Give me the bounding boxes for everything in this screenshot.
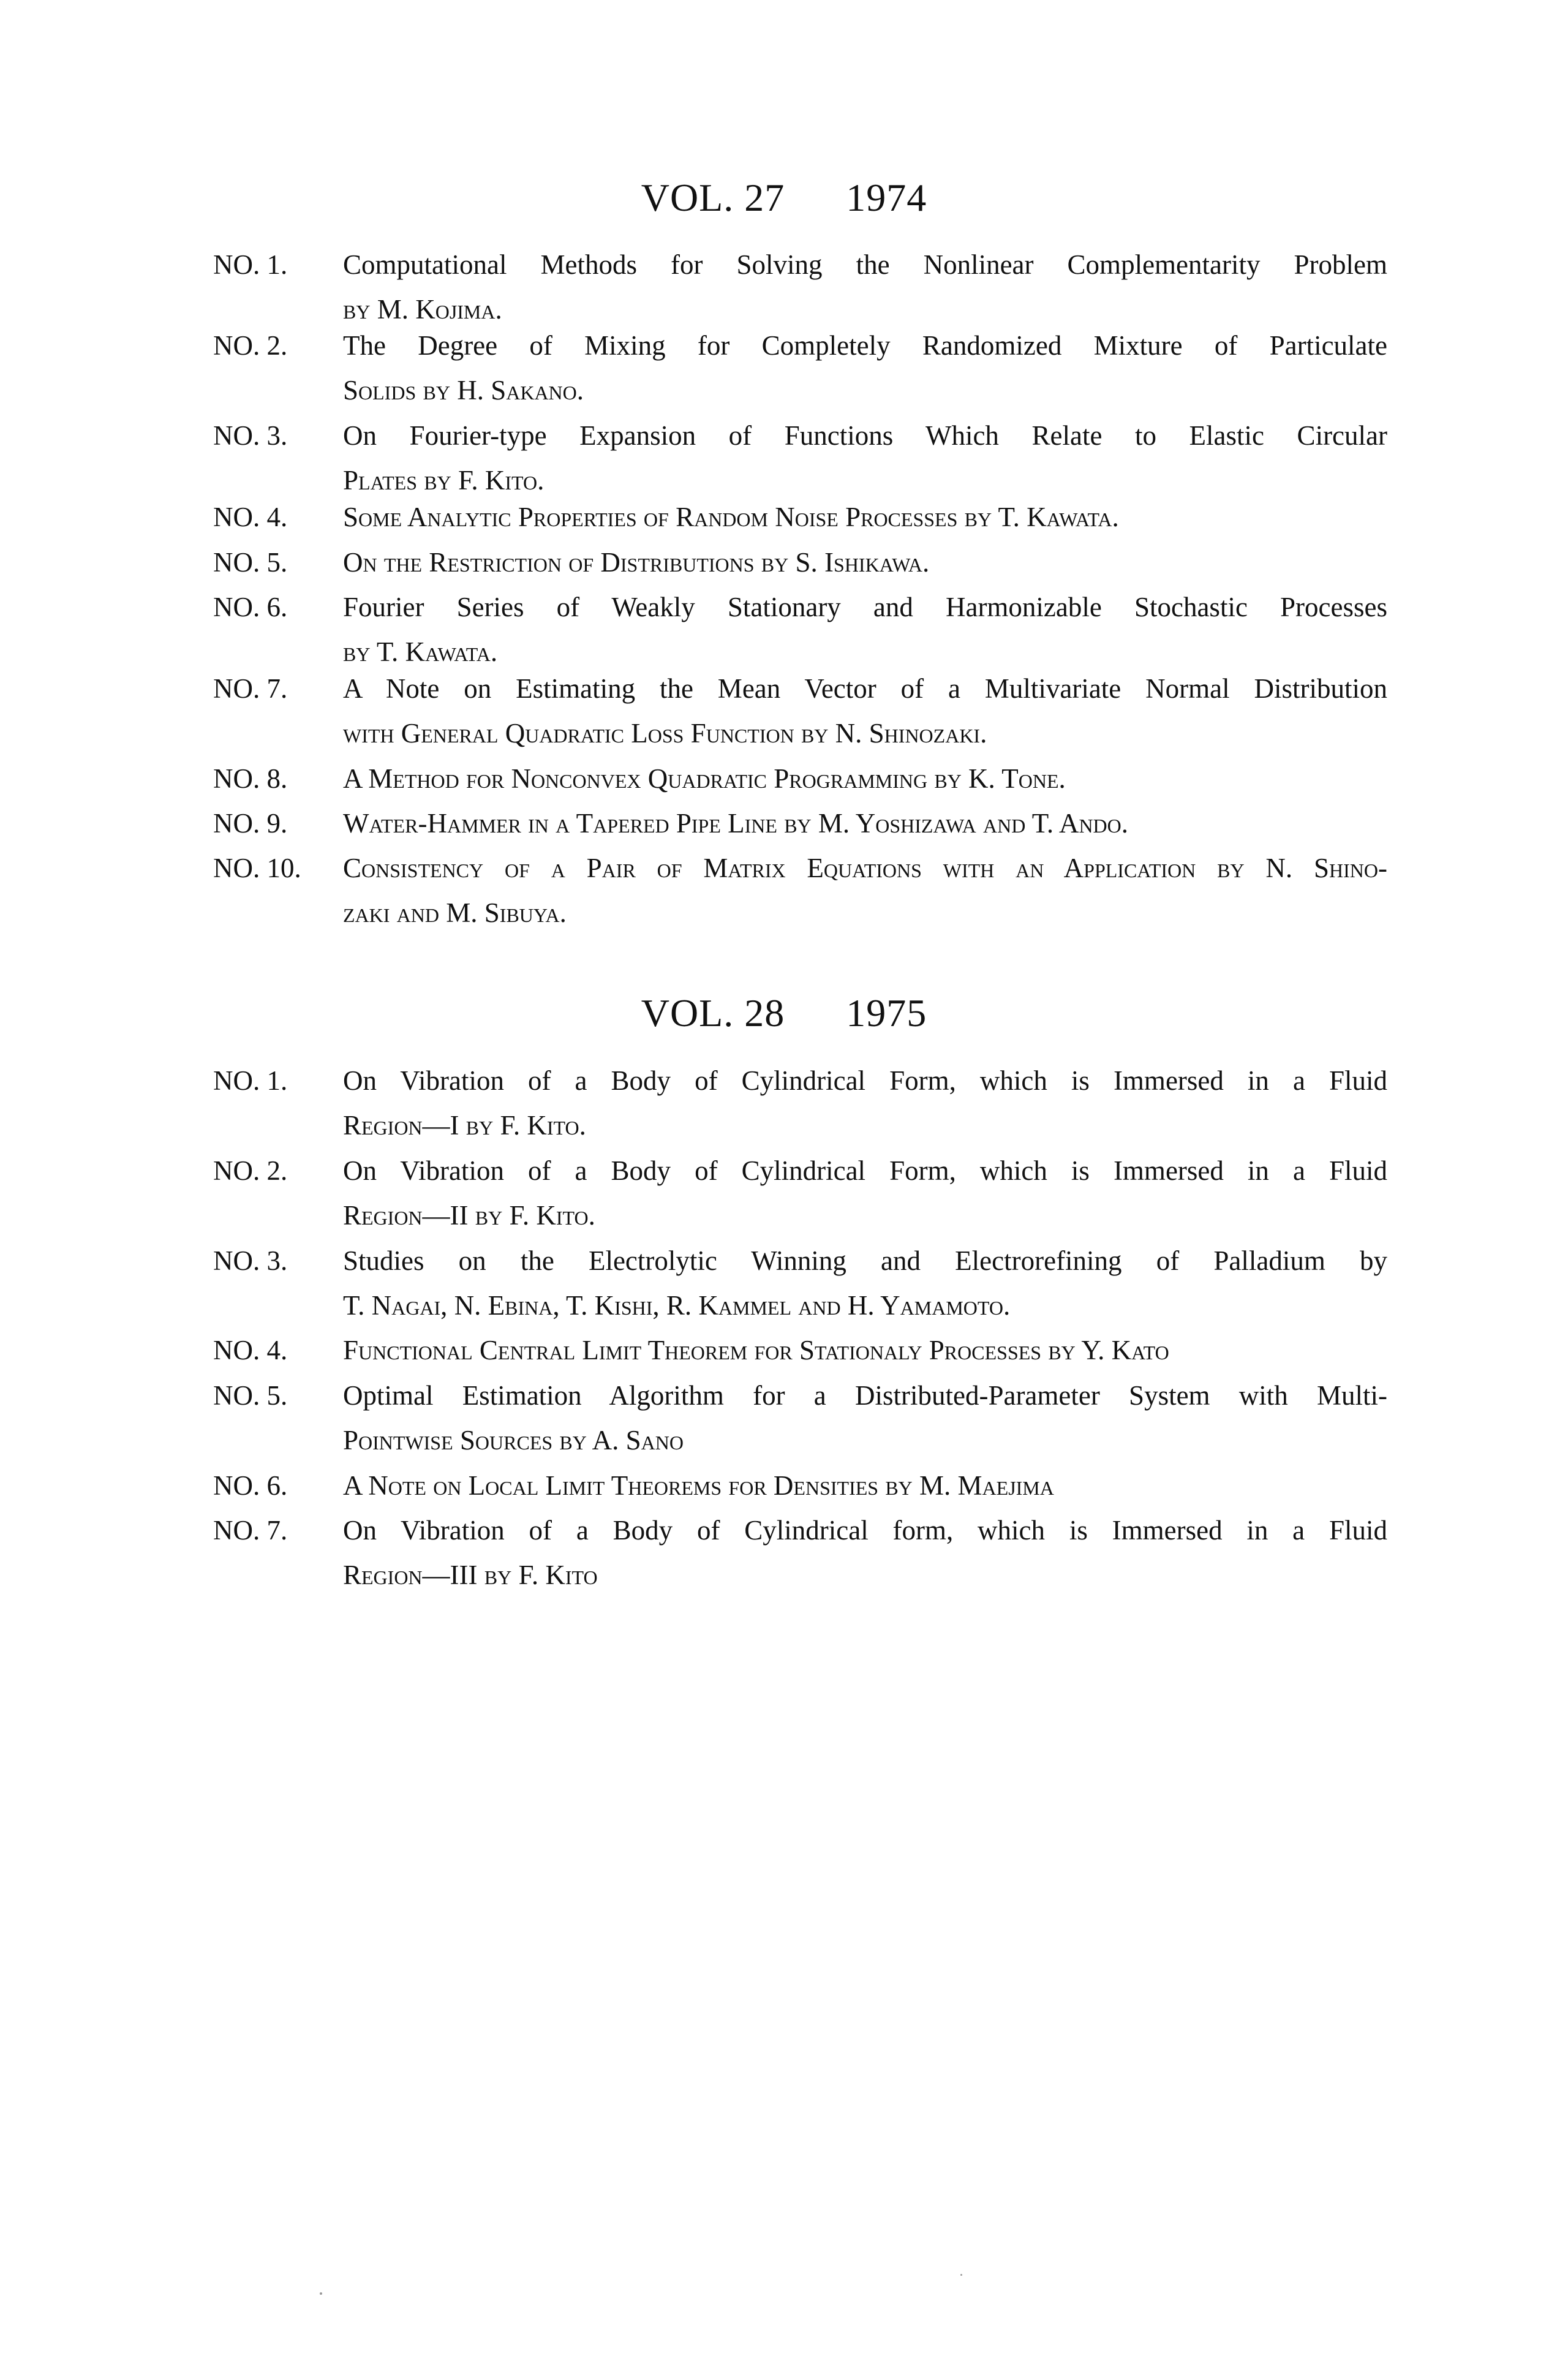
entry-text: [343, 1508, 1387, 1598]
entry-text: [343, 846, 1387, 935]
entry-line: by M. Kojima.: [343, 294, 502, 325]
entry-line: Fourier Series of Weakly Stationary and Harmonizable Stochastic Processes: [343, 592, 1387, 622]
issue-number: NO. 5.: [213, 1380, 288, 1411]
entry-line: Functional Central Limit Theorem for Stationaly Processes by Y. Kato: [343, 1335, 1169, 1365]
entry-line: Pointwise Sources by A. Sano: [343, 1425, 684, 1456]
entry-line: A Method for Nonconvex Quadratic Programming by K. Tone.: [343, 763, 1066, 794]
entry-text: [343, 1149, 1387, 1238]
issue-number: NO. 2.: [213, 1155, 288, 1186]
entry-text: [343, 757, 1387, 801]
entry-text: [343, 585, 1387, 674]
issue-number: NO. 4.: [213, 502, 288, 532]
issue-number: NO. 4.: [213, 1335, 288, 1365]
issue-number: NO. 2.: [213, 330, 288, 361]
volume-year: 1975: [846, 991, 927, 1035]
entry-line: A Note on Estimating the Mean Vector of a Multivariate Normal Distribution: [343, 673, 1387, 704]
entry-line: A Note on Local Limit Theorems for Densities by M. Maejima: [343, 1470, 1054, 1501]
issue-number: NO. 7.: [213, 1515, 288, 1546]
entry-text: [343, 414, 1387, 503]
entry-line: Region—III by F. Kito: [343, 1560, 598, 1590]
scan-speck: [960, 2274, 962, 2276]
volume-heading: [0, 173, 1568, 222]
entry-line: The Degree of Mixing for Completely Randomized Mixture of Particulate: [343, 330, 1387, 361]
issue-number: NO. 10.: [213, 853, 301, 883]
issue-number: NO. 6.: [213, 592, 288, 622]
volume-year: 1974: [846, 176, 927, 219]
entry-line: Studies on the Electrolytic Winning and Electrorefining of Palladium by: [343, 1245, 1387, 1276]
entry-line: On Vibration of a Body of Cylindrical Form, which is Immersed in a Fluid: [343, 1155, 1387, 1186]
scan-speck: [320, 2292, 322, 2295]
entry-text: [343, 1373, 1387, 1463]
entry-text: [343, 667, 1387, 756]
volume-label: VOL. 27: [641, 176, 785, 219]
volume-label: VOL. 28: [641, 991, 785, 1035]
entry-text: [343, 323, 1387, 413]
issue-number: NO. 7.: [213, 673, 288, 704]
entry-line: with General Quadratic Loss Function by N. Shinozaki.: [343, 718, 987, 749]
entry-line: Region—II by F. Kito.: [343, 1200, 595, 1231]
entry-line: Region—I by F. Kito.: [343, 1110, 586, 1141]
entry-text: [343, 1463, 1387, 1508]
entry-text: [343, 1239, 1387, 1328]
entry-line: Optimal Estimation Algorithm for a Distributed-Parameter System with Multi-: [343, 1380, 1387, 1411]
issue-number: NO. 3.: [213, 1245, 288, 1276]
entry-text: [343, 243, 1387, 332]
entry-text: [343, 495, 1387, 540]
entry-text: [343, 801, 1387, 846]
entry-line: by T. Kawata.: [343, 636, 498, 667]
issue-number: NO. 3.: [213, 420, 288, 451]
issue-number: NO. 1.: [213, 249, 288, 280]
entry-line: Solids by H. Sakano.: [343, 375, 584, 406]
entry-line: Plates by F. Kito.: [343, 465, 545, 496]
entry-line: On Fourier-type Expansion of Functions Which Relate to Elastic Circular: [343, 420, 1387, 451]
entry-line: On Vibration of a Body of Cylindrical Form, which is Immersed in a Fluid: [343, 1065, 1387, 1096]
entry-line: Water-Hammer in a Tapered Pipe Line by M. Yoshizawa and T. Ando.: [343, 808, 1129, 839]
issue-number: NO. 9.: [213, 808, 288, 839]
entry-text: [343, 540, 1387, 585]
volume-heading: [0, 989, 1568, 1038]
entry-line: On the Restriction of Distributions by S. Ishikawa.: [343, 547, 930, 578]
entry-text: [343, 1059, 1387, 1148]
issue-number: NO. 5.: [213, 547, 288, 578]
entry-line: zaki and M. Sibuya.: [343, 897, 567, 928]
issue-number: NO. 6.: [213, 1470, 288, 1501]
entry-line: T. Nagai, N. Ebina, T. Kishi, R. Kammel and H. Yamamoto.: [343, 1290, 1011, 1321]
entry-text: [343, 1328, 1387, 1373]
entry-line: Some Analytic Properties of Random Noise Processes by T. Kawata.: [343, 502, 1119, 532]
issue-number: NO. 8.: [213, 763, 288, 794]
entry-line: Computational Methods for Solving the Nonlinear Complementarity Problem: [343, 249, 1387, 280]
issue-number: NO. 1.: [213, 1065, 288, 1096]
entry-line: On Vibration of a Body of Cylindrical form, which is Immersed in a Fluid: [343, 1515, 1387, 1546]
entry-line: Consistency of a Pair of Matrix Equations with an Application by N. Shino-: [343, 853, 1387, 883]
